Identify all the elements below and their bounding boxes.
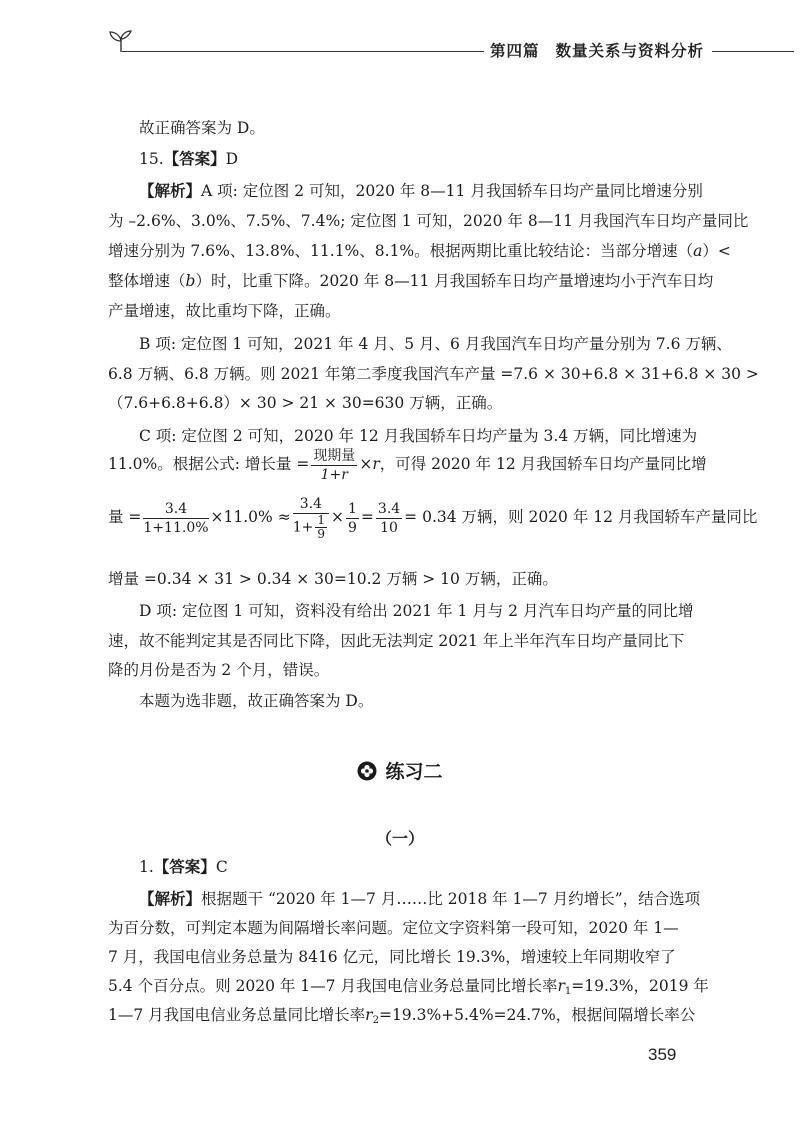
answer-value: C bbox=[215, 858, 228, 876]
answer-line bbox=[139, 148, 712, 170]
answer-label: 【答案】 bbox=[163, 149, 226, 168]
text-line: 7 月，我国电信业务总量为 8416 亿元，同比增长 19.3%，增速较上年同期收窄了 bbox=[108, 948, 676, 966]
text-run: = bbox=[360, 508, 374, 526]
text-line: 速，故不能判定其是否同比下降，因此无法判定 2021 年上半年汽车日均产量同比下 bbox=[108, 632, 685, 650]
answer-line bbox=[139, 856, 712, 878]
part-label: 第四篇 bbox=[490, 42, 540, 60]
text-run: ×11.0% ≈ bbox=[210, 508, 291, 526]
text-line: 增量 =0.34 × 31 > 0.34 × 30=10.2 万辆 > 10 万辆，正确。 bbox=[108, 570, 558, 588]
question-number: 1. bbox=[139, 858, 154, 876]
flower-icon bbox=[357, 761, 377, 781]
variable: a bbox=[693, 242, 703, 260]
text-run: 11.0%。根据公式: 增长量 = bbox=[108, 455, 310, 473]
text-line: 为百分数，可判定本题为间隔增长率问题。定位文字资料第一段可知，2020 年 1— bbox=[108, 919, 679, 937]
text-run: 根据题干 “2020 年 1—7 月……比 2018 年 1—7 月约增长”，结合选项 bbox=[201, 890, 701, 908]
fraction: 3.4 1+ $\frac{1}{9}$ bbox=[293, 495, 329, 541]
text-line: （7.6+6.8+6.8）× 30 > 21 × 30=630 万辆，正确。 bbox=[108, 394, 503, 412]
text-line: 产量增速，故比重均下降，正确。 bbox=[108, 302, 341, 320]
chapter-name: 数量关系与资料分析 bbox=[555, 42, 705, 60]
text-run: =19.3%+5.4%=24.7%，根据间隔增长率公 bbox=[378, 1006, 696, 1024]
answer-label: 【答案】 bbox=[153, 857, 216, 876]
text-line: 6.8 万辆、6.8 万辆。则 2021 年第二季度我国汽车产量 =7.6 × 30+6.8 × 31+6.8 × 30 > bbox=[108, 365, 759, 383]
fraction: $\frac{1}{9}$ bbox=[347, 500, 357, 536]
variable: r bbox=[365, 1006, 373, 1024]
variable: b bbox=[185, 272, 196, 290]
text-run: × bbox=[359, 455, 373, 473]
page-number: 359 bbox=[648, 1045, 677, 1064]
text-line: 故正确答案为 D。 bbox=[139, 119, 265, 137]
text-run: 整体增速（ bbox=[108, 272, 186, 290]
text-run: =19.3%，2019 年 bbox=[571, 977, 709, 995]
section-title bbox=[0, 757, 800, 784]
text-line: 本题为选非题，故正确答案为 D。 bbox=[139, 692, 374, 710]
subscript: 1 bbox=[564, 986, 572, 997]
text-run: 增速分别为 7.6%、13.8%、11.1%、8.1%。根据两期比重比较结论：当部分增速（ bbox=[108, 242, 694, 260]
question-number: 15. bbox=[139, 150, 164, 168]
chapter-title bbox=[490, 39, 704, 61]
subscript: 2 bbox=[372, 1015, 379, 1026]
text-run: ）时，比重下降。2020 年 8—11 月我国轿车日均产量增速均小于汽车日均 bbox=[195, 272, 714, 290]
analysis-line bbox=[139, 180, 712, 202]
text-run: ）< bbox=[702, 242, 731, 260]
text-run: A 项: 定位图 2 可知，2020 年 8—11 月我国轿车日均产量同比增速分别 bbox=[201, 182, 703, 200]
text-run: 5.4 个百分点。则 2020 年 1—7 月我国电信业务总量同比增长率 bbox=[108, 977, 558, 995]
subsection-title: （一） bbox=[375, 829, 424, 848]
text-run: = 0.34 万辆，则 2020 年 12 月我国轿车产量同比 bbox=[404, 508, 758, 526]
text-run: × bbox=[330, 508, 344, 526]
fraction: $\frac{1}{9}$ bbox=[317, 513, 325, 541]
answer-value: D bbox=[225, 150, 239, 168]
text-line bbox=[108, 240, 731, 262]
text-run: 1—7 月我国电信业务总量同比增长率 bbox=[108, 1006, 366, 1024]
analysis-line bbox=[139, 888, 712, 910]
text-line: C 项: 定位图 2 可知，2020 年 12 月我国轿车日均产量为 3.4 万辆，同比增速为 bbox=[139, 427, 698, 445]
header-rule bbox=[712, 51, 794, 52]
text-line: 降的月份是否为 2 个月，错误。 bbox=[108, 661, 330, 679]
formula-line bbox=[108, 444, 712, 484]
text-line: 为 –2.6%、3.0%、7.5%、7.4%; 定位图 1 可知，2020 年 8—11 月我国汽车日均产量同比 bbox=[108, 212, 749, 230]
fraction: $\frac{\text{现期量}}{1+r}$ bbox=[313, 447, 356, 483]
header-rule bbox=[122, 51, 484, 52]
text-line bbox=[108, 1004, 712, 1032]
text-line bbox=[108, 975, 712, 1003]
formula-line bbox=[108, 491, 758, 543]
analysis-label: 【解析】 bbox=[139, 889, 202, 908]
text-line: D 项: 定位图 1 可知，资料没有给出 2021 年 1 月与 2 月汽车日均产量的同比增 bbox=[139, 602, 694, 620]
variable: r bbox=[372, 455, 380, 473]
page-header bbox=[0, 0, 800, 70]
section-title-text: 练习二 bbox=[385, 761, 443, 783]
analysis-label: 【解析】 bbox=[139, 181, 202, 200]
text-line bbox=[108, 270, 712, 292]
text-line: B 项: 定位图 1 可知，2021 年 4 月、5 月、6 月我国汽车日均产量分别为 7.6 万辆、 bbox=[139, 335, 732, 353]
fraction: $\frac{3.4}{1+11.0\%}$ bbox=[143, 500, 209, 536]
variable: r bbox=[557, 977, 565, 995]
text-run: ，可得 2020 年 12 月我国轿车日均产量同比增 bbox=[379, 455, 707, 473]
fraction: $\frac{3.4}{10}$ bbox=[377, 500, 401, 536]
text-run: 量 = bbox=[108, 508, 142, 526]
